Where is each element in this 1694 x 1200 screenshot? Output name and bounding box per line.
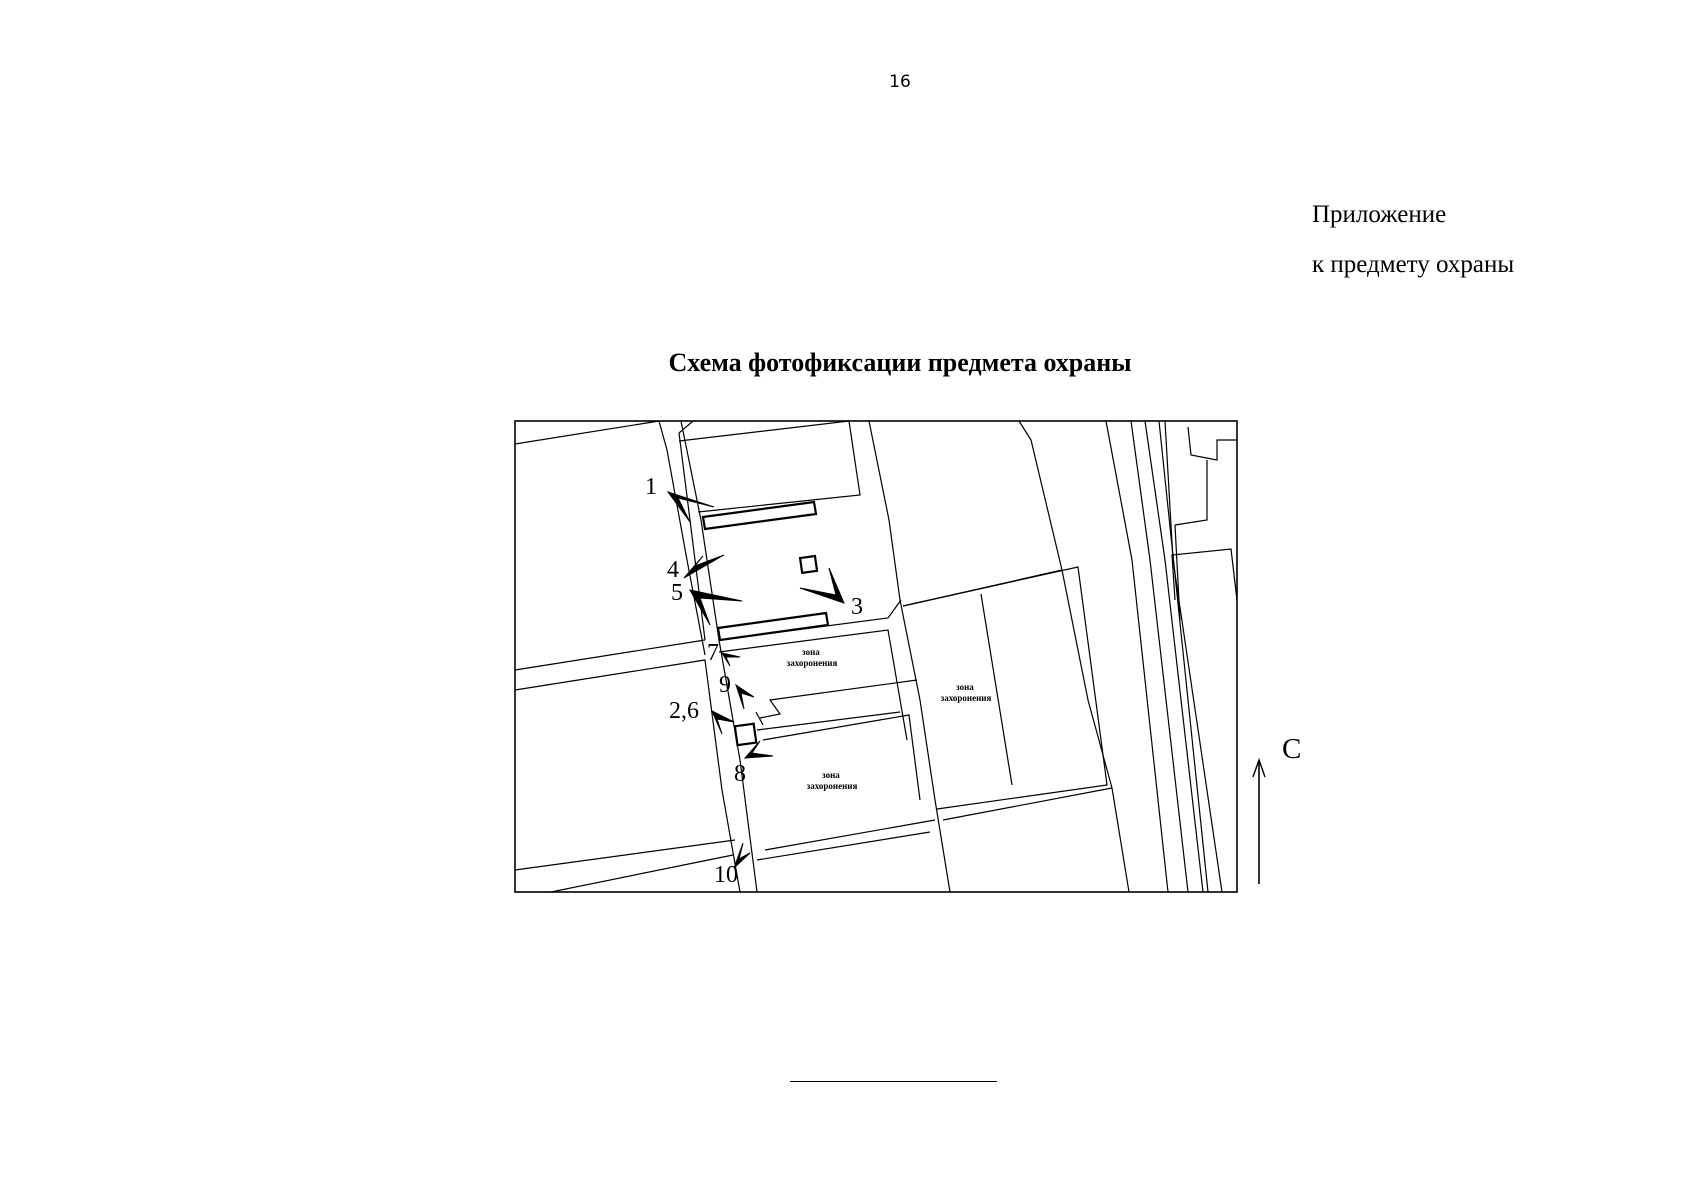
- viewpoint-arrow-7: [722, 653, 740, 666]
- burial-zone-2: [941, 682, 992, 703]
- page-number: 16: [889, 72, 911, 92]
- viewpoint-labels: [645, 474, 863, 888]
- burial-zone-3-line1: зона: [822, 770, 840, 780]
- north-arrow: [1253, 733, 1301, 884]
- viewpoint-label-3: 3: [851, 594, 863, 620]
- viewpoint-arrow-4: [684, 555, 724, 578]
- burial-zone-1-line1: зона: [802, 647, 820, 657]
- viewpoint-arrow-2-6: [712, 711, 734, 734]
- viewpoint-arrow-9: [736, 685, 754, 709]
- burial-zone-1: [787, 647, 838, 668]
- viewpoint-label-5: 5: [671, 580, 683, 606]
- map-frame: [515, 421, 1237, 892]
- monument-square: [800, 556, 817, 573]
- burial-zone-2-line1: зона: [956, 682, 974, 692]
- north-label: С: [1282, 733, 1302, 765]
- scheme-title: Схема фотофиксации предмета охраны: [668, 348, 1132, 377]
- burial-zone-3: [807, 770, 858, 791]
- viewpoint-label-2-6: 2,6: [669, 698, 699, 724]
- map-streets: [515, 421, 1237, 892]
- footer-rule: [790, 1081, 997, 1082]
- appendix-line-1: Приложение: [1312, 201, 1447, 228]
- viewpoint-label-10: 10: [714, 862, 738, 888]
- viewpoint-label-1: 1: [645, 474, 657, 500]
- burial-zone-1-line2: захоронения: [786, 658, 838, 668]
- viewpoint-label-4: 4: [667, 557, 679, 583]
- appendix-line-2: к предмету охраны: [1312, 251, 1515, 278]
- map-buildings: [703, 502, 828, 745]
- chapel-square: [735, 724, 756, 745]
- viewpoint-label-7: 7: [707, 640, 719, 666]
- viewpoint-label-8: 8: [734, 761, 746, 787]
- viewpoint-arrows: [668, 492, 844, 868]
- viewpoint-label-9: 9: [719, 672, 731, 698]
- burial-zone-2-line2: захоронения: [940, 693, 992, 703]
- building-south: [718, 613, 828, 640]
- burial-zone-3-line2: захоронения: [806, 781, 858, 791]
